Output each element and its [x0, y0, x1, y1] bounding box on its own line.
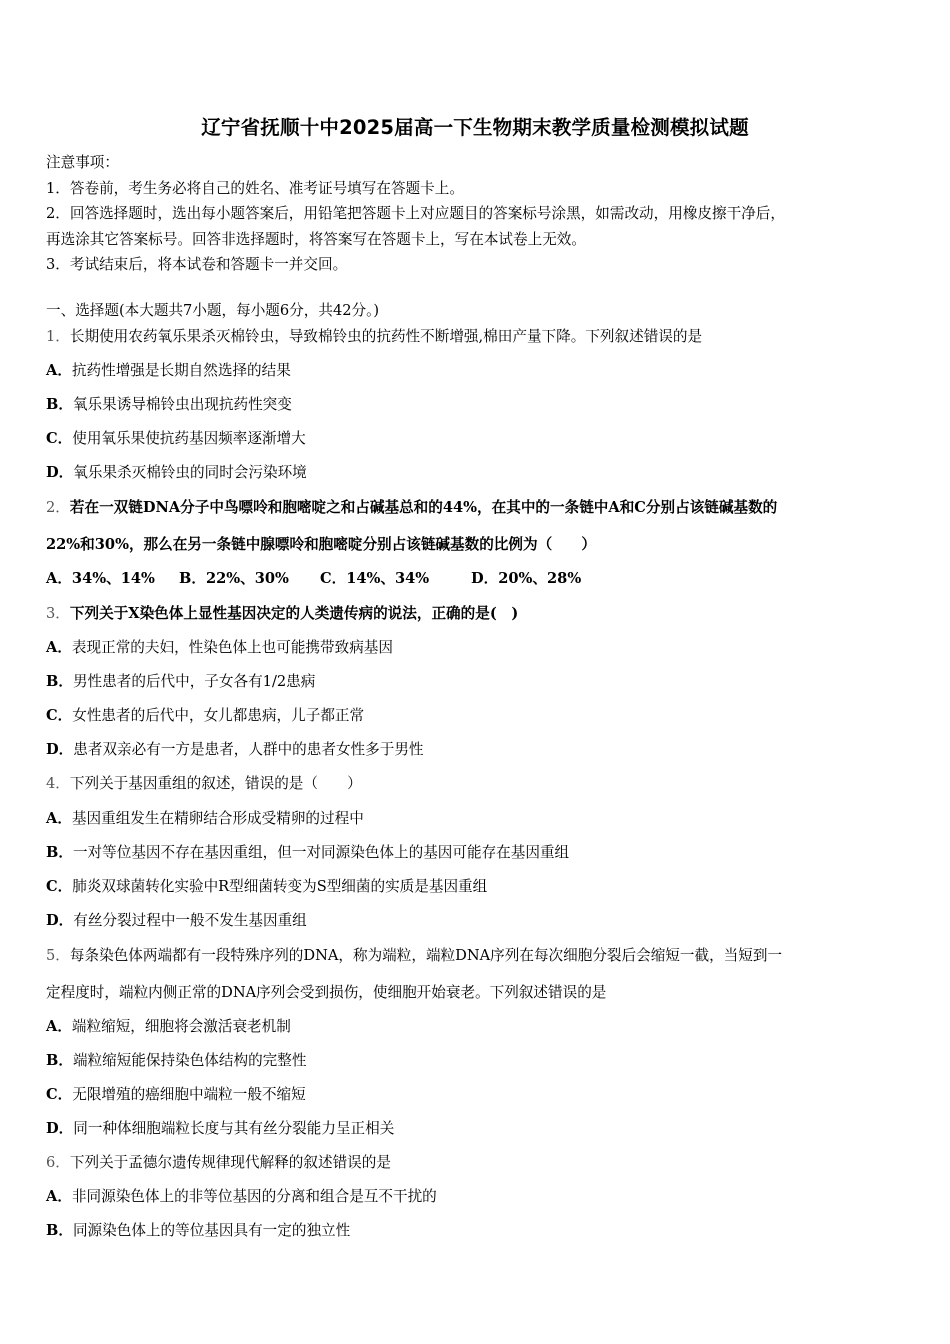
question-5-cont	[46, 981, 896, 1002]
question-4	[46, 772, 896, 793]
option-letter: A．	[46, 639, 72, 656]
notice-item: 再选涂其它答案标号。回答非选择题时，将答案写在答题卡上，写在本试卷上无效。	[46, 230, 586, 248]
question-text: 若在一双链DNA分子中鸟嘌呤和胞嘧啶之和占碱基总和的44%，在其中的一条链中A和C分别占该链碱基数的	[69, 499, 778, 516]
option-text: 女性患者的后代中，女儿都患病，儿子都正常	[72, 707, 365, 724]
option-d[interactable]	[46, 738, 896, 759]
option-letter: A．	[46, 570, 72, 587]
option-b[interactable]	[46, 841, 896, 862]
question-3	[46, 602, 896, 623]
option-letter: B．	[46, 844, 73, 861]
question-text: 下列关于基因重组的叙述，错误的是（ ）	[69, 775, 362, 792]
question-1	[46, 325, 896, 346]
option-a[interactable]	[46, 567, 179, 588]
option-letter: C．	[46, 1086, 73, 1103]
option-letter: C．	[46, 878, 73, 895]
option-text: 患者双亲必有一方是患者，人群中的患者女性多于男性	[73, 741, 424, 758]
option-letter: D．	[46, 1120, 74, 1137]
option-b[interactable]	[179, 567, 320, 588]
option-letter: C．	[46, 430, 73, 447]
notice-item: 1．答卷前，考生务必将自己的姓名、准考证号填写在答题卡上。	[46, 179, 464, 197]
option-text: 34%、14%	[71, 570, 155, 587]
option-text: 无限增殖的癌细胞中端粒一般不缩短	[72, 1086, 306, 1103]
option-b[interactable]	[46, 1219, 896, 1240]
option-b[interactable]	[46, 393, 896, 414]
question-text: 下列关于孟德尔遗传规律现代解释的叙述错误的是	[69, 1154, 391, 1171]
option-letter: D．	[46, 464, 74, 481]
question-2-cont	[46, 533, 896, 554]
question-text: 下列关于X染色体上显性基因决定的人类遗传病的说法，正确的是( )	[69, 605, 519, 622]
question-number: 5．	[46, 947, 70, 964]
option-text: 一对等位基因不存在基因重组，但一对同源染色体上的基因可能存在基因重组	[72, 844, 570, 861]
option-text: 同一种体细胞端粒长度与其有丝分裂能力呈正相关	[73, 1120, 395, 1137]
option-b[interactable]	[46, 670, 896, 691]
option-a[interactable]	[46, 636, 896, 657]
option-text: 男性患者的后代中，子女各有1/2患病	[72, 673, 316, 690]
option-text: 表现正常的夫妇，性染色体上也可能携带致病基因	[71, 639, 393, 656]
question-number: 6．	[46, 1154, 70, 1171]
option-text: 有丝分裂过程中一般不发生基因重组	[73, 912, 307, 929]
option-d[interactable]	[471, 567, 581, 588]
question-text: 定程度时，端粒内侧正常的DNA序列会受到损伤，使细胞开始衰老。下列叙述错误的是	[46, 984, 607, 1001]
option-text: 氧乐果杀灭棉铃虫的同时会污染环境	[73, 464, 307, 481]
option-letter: B．	[46, 673, 73, 690]
option-letter: B．	[46, 1222, 73, 1239]
section-heading: 一、选择题(本大题共7小题，每小题6分，共42分。)	[46, 302, 380, 319]
question-5	[46, 944, 896, 965]
option-d[interactable]	[46, 909, 896, 930]
option-text: 14%、34%	[346, 570, 430, 587]
option-letter: B．	[179, 570, 206, 587]
option-letter: D．	[471, 570, 499, 587]
notice-item: 2．回答选择题时，选出每小题答案后，用铅笔把答题卡上对应题目的答案标号涂黑，如需改动，用橡皮擦干净后，	[46, 205, 785, 222]
option-a[interactable]	[46, 359, 896, 380]
option-row	[46, 567, 896, 588]
option-letter: D．	[46, 912, 74, 929]
question-2	[46, 496, 896, 517]
question-text: 22%和30%，那么在另一条链中腺嘌呤和胞嘧啶分别占该链碱基数的比例为（ ）	[46, 536, 596, 553]
option-c[interactable]	[46, 1083, 896, 1104]
question-number: 1．	[46, 328, 70, 345]
question-number: 4．	[46, 775, 70, 792]
option-c[interactable]	[46, 427, 896, 448]
option-text: 20%、28%	[498, 570, 582, 587]
option-d[interactable]	[46, 1117, 896, 1138]
option-text: 氧乐果诱导棉铃虫出现抗药性突变	[72, 396, 292, 413]
page-title: 辽宁省抚顺十中2025届高一下生物期末教学质量检测模拟试题	[201, 116, 749, 139]
option-letter: A．	[46, 810, 72, 827]
option-a[interactable]	[46, 807, 896, 828]
option-letter: D．	[46, 741, 74, 758]
option-c[interactable]	[46, 875, 896, 896]
option-c[interactable]	[320, 567, 471, 588]
question-text: 长期使用农药氧乐果杀灭棉铃虫，导致棉铃虫的抗药性不断增强,棉田产量下降。下列叙述错误的是	[69, 328, 703, 345]
question-6	[46, 1151, 896, 1172]
notice-block	[46, 150, 896, 278]
option-a[interactable]	[46, 1015, 896, 1036]
option-letter: A．	[46, 362, 72, 379]
option-text: 抗药性增强是长期自然选择的结果	[71, 362, 291, 379]
option-c[interactable]	[46, 704, 896, 725]
option-letter: C．	[46, 707, 73, 724]
notice-heading: 注意事项：	[46, 154, 119, 171]
option-text: 基因重组发生在精卵结合形成受精卵的过程中	[71, 810, 364, 827]
question-text: 每条染色体两端都有一段特殊序列的DNA，称为端粒，端粒DNA序列在每次细胞分裂后会缩短一截，当短到一	[69, 947, 783, 964]
option-b[interactable]	[46, 1049, 896, 1070]
option-text: 使用氧乐果使抗药基因频率逐渐增大	[72, 430, 306, 447]
option-text: 同源染色体上的等位基因具有一定的独立性	[72, 1222, 351, 1239]
question-number: 2．	[46, 499, 70, 516]
option-text: 端粒缩短能保持染色体结构的完整性	[72, 1052, 307, 1069]
option-d[interactable]	[46, 461, 896, 482]
option-a[interactable]	[46, 1185, 896, 1206]
option-letter: B．	[46, 396, 73, 413]
option-letter: B．	[46, 1052, 73, 1069]
option-text: 非同源染色体上的非等位基因的分离和组合是互不干扰的	[71, 1188, 437, 1205]
option-text: 肺炎双球菌转化实验中R型细菌转变为S型细菌的实质是基因重组	[72, 878, 488, 895]
option-text: 22%、30%	[205, 570, 289, 587]
option-letter: A．	[46, 1188, 72, 1205]
option-letter: C．	[320, 570, 347, 587]
notice-item: 3．考试结束后，将本试卷和答题卡一并交回。	[46, 256, 348, 273]
option-letter: A．	[46, 1018, 72, 1035]
option-text: 端粒缩短，细胞将会激活衰老机制	[71, 1018, 291, 1035]
question-number: 3．	[46, 605, 70, 622]
